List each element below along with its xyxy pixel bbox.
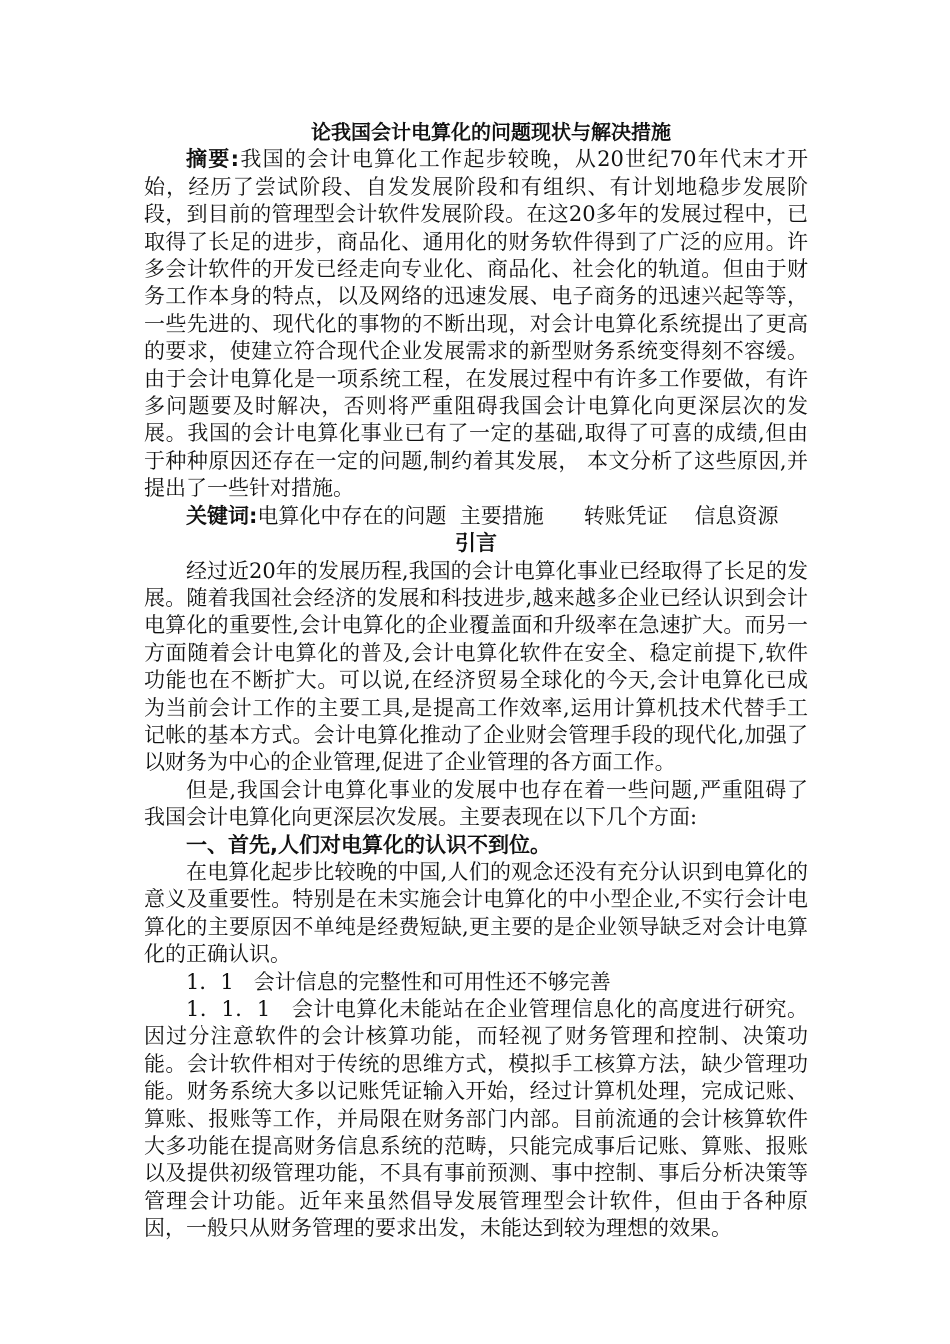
keywords-text: 电算化中存在的问题 主要措施 转账凭证 信息资源 (257, 503, 779, 528)
subsection-1-1-heading: 1．1 会计信息的完整性和可用性还不够完善 (186, 969, 611, 994)
section-1-paragraph: 在电算化起步比较晚的中国,人们的观念还没有充分认识到电算化的意义及重要性。特别是在未实施会计电算化的中小型企业,不实行会计电算化的主要原因不单纯是经费短缺,更主要的是企业领导缺乏对会计电算化的正确认识。 (144, 859, 808, 967)
subsection-1-1-1-paragraph (144, 996, 808, 1243)
intro-paragraph-2: 但是,我国会计电算化事业的发展中也存在着一些问题,严重阻碍了我国会计电算化向更深层次发展。主要表现在以下几个方面: (144, 777, 808, 830)
keywords-label: 关键词: (186, 503, 258, 528)
abstract-text: 我国的会计电算化工作起步较晚，从20世纪70年代末才开始，经历了尝试阶段、自发发展阶段和有组织、有计划地稳步发展阶段，到目前的管理型会计软件发展阶段。在这20多年的发展过程中，已取得了长足的进步，商品化、通用化的财务软件得到了广泛的应用。许多会计软件的开发已经走向专业化、商品化、社会化的轨道。但由于财务工作本身的特点，以及网络的迅速发展、电子商务的迅速兴起等等，一些先进的、现代化的事物的不断出现，对会计电算化系统提出了更高的要求，使建立符合现代企业发展需求的新型财务系统变得刻不容缓。由于会计电算化是一项系统工程，在发展过程中有许多工作要做，有许多问题要及时解决，否则将严重阻碍我国会计电算化向更深层次的发展。我国的会计电算化事业已有了一定的基础,取得了可喜的成绩,但由于种种原因还存在一定的问题,制约着其发展， 本文分析了这些原因,并提出了一些针对措施。 (144, 147, 808, 501)
intro-paragraph-1: 经过近20年的发展历程,我国的会计电算化事业已经取得了长足的发展。随着我国社会经济的发展和科技进步,越来越多企业已经认识到会计电算化的重要性,会计电算化的企业覆盖面和升级率在急速扩大。而另一方面随着会计电算化的普及,会计电算化软件在安全、稳定前提下,软件功能也在不断扩大。可以说,在经济贸易全球化的今天,会计电算化已成为当前会计工作的主要工具,是提高工作效率,运用计算机技术代替手工记帐的基本方式。会计电算化推动了企业财会管理手段的现代化,加强了以财务为中心的企业管理,促进了企业管理的各方面工作。 (144, 558, 808, 775)
abstract-label: 摘要: (186, 147, 240, 172)
keywords-line (144, 503, 808, 530)
intro-heading: 引言 (455, 531, 497, 556)
subsection-1-1-1-number: 1．1．1 (186, 997, 292, 1021)
subsection-1-1-1-text: 会计电算化未能站在企业管理信息化的高度进行研究。因过分注意软件的会计核算功能，而轻视了财务管理和控制、决策功能。会计软件相对于传统的思维方式，模拟手工核算方法，缺少管理功能。财务系统大多以记账凭证输入开始，经过计算机处理，完成记账、算账、报账等工作，并局限在财务部门内部。目前流通的会计核算软件大多功能在提高财务信息系统的范畴，只能完成事后记账、算账、报账以及提供初级管理功能，不具有事前预测、事中控制、事后分析决策等管理会计功能。近年来虽然倡导发展管理型会计软件，但由于各种原因，一般只从财务管理的要求出发，未能达到较为理想的效果。 (144, 997, 809, 1241)
document-title: 论我国会计电算化的问题现状与解决措施 (311, 120, 671, 144)
document-page (144, 119, 808, 1243)
section-1-heading: 一、首先,人们对电算化的认识不到位。 (186, 832, 551, 857)
abstract-paragraph (144, 146, 808, 502)
